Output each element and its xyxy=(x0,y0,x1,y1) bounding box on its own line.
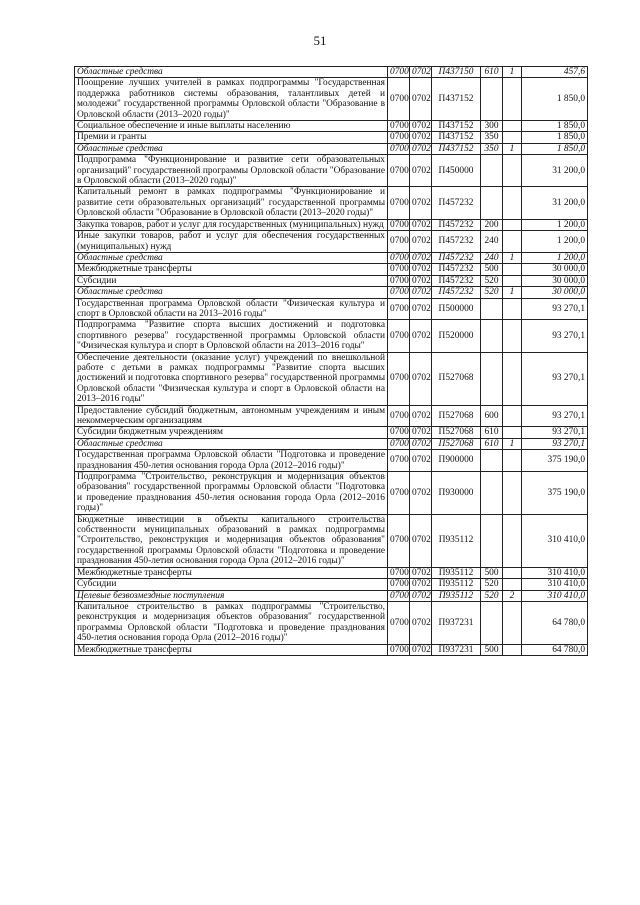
section-code: 0700 xyxy=(388,219,410,230)
target-article-code: П457232 xyxy=(432,231,481,253)
source-code: 1 xyxy=(503,287,522,298)
section-code: 0700 xyxy=(388,298,410,320)
expense-type-code xyxy=(481,187,503,219)
source-code: 1 xyxy=(503,67,522,78)
subsection-code: 0702 xyxy=(410,132,432,143)
expense-type-code xyxy=(481,601,503,644)
section-code: 0700 xyxy=(388,231,410,253)
amount: 64 780,0 xyxy=(522,644,588,655)
row-name: Капитальный ремонт в рамках подпрограммы "Функционирование и развитие сети образовательных организаций" государственной программы Орловской области "Образование в Орловской области (2013–2020 годы)" xyxy=(75,187,388,219)
amount: 31 200,0 xyxy=(522,155,588,187)
subsection-code: 0702 xyxy=(410,514,432,567)
source-code xyxy=(503,320,522,352)
row-name: Областные средства xyxy=(75,287,388,298)
target-article-code: П437152 xyxy=(432,132,481,143)
target-article-code: П450000 xyxy=(432,155,481,187)
target-article-code: П935112 xyxy=(432,567,481,578)
budget-table-body xyxy=(75,67,588,656)
subsection-code: 0702 xyxy=(410,252,432,263)
table-row xyxy=(75,67,588,78)
amount: 93 270,1 xyxy=(522,298,588,320)
section-code: 0700 xyxy=(388,450,410,472)
row-name: Закупка товаров, работ и услуг для государственных (муниципальных) нужд xyxy=(75,219,388,230)
target-article-code: П457232 xyxy=(432,252,481,263)
expense-type-code: 500 xyxy=(481,567,503,578)
amount: 310 410,0 xyxy=(522,579,588,590)
section-code: 0700 xyxy=(388,67,410,78)
target-article-code: П437152 xyxy=(432,121,481,132)
target-article-code: П437152 xyxy=(432,143,481,154)
section-code: 0700 xyxy=(388,132,410,143)
subsection-code: 0702 xyxy=(410,219,432,230)
row-name: Областные средства xyxy=(75,143,388,154)
amount: 93 270,1 xyxy=(522,320,588,352)
row-name: Субсидии бюджетным учреждениям xyxy=(75,427,388,438)
expense-type-code xyxy=(481,450,503,472)
amount: 93 270,1 xyxy=(522,427,588,438)
table-row xyxy=(75,450,588,472)
target-article-code: П437152 xyxy=(432,78,481,121)
target-article-code: П500000 xyxy=(432,298,481,320)
expense-type-code: 350 xyxy=(481,132,503,143)
amount: 93 270,1 xyxy=(522,352,588,405)
section-code: 0700 xyxy=(388,438,410,449)
source-code xyxy=(503,264,522,275)
row-name: Поощрение лучших учителей в рамках подпрограммы "Государственная поддержка работников системы образования, талантливых детей и молодежи" государственной программы Орловской области "Образование в Орловской области (2013–2020 годы)" xyxy=(75,78,388,121)
section-code: 0700 xyxy=(388,320,410,352)
table-row xyxy=(75,352,588,405)
section-code: 0700 xyxy=(388,78,410,121)
target-article-code: П457232 xyxy=(432,187,481,219)
section-code: 0700 xyxy=(388,252,410,263)
amount: 310 410,0 xyxy=(522,514,588,567)
section-code: 0700 xyxy=(388,601,410,644)
section-code: 0700 xyxy=(388,121,410,132)
amount: 1 200,0 xyxy=(522,219,588,230)
source-code xyxy=(503,579,522,590)
subsection-code: 0702 xyxy=(410,264,432,275)
amount: 93 270,1 xyxy=(522,405,588,427)
amount: 1 850,0 xyxy=(522,78,588,121)
amount: 1 850,0 xyxy=(522,121,588,132)
amount: 93 270,1 xyxy=(522,438,588,449)
subsection-code: 0702 xyxy=(410,231,432,253)
table-row xyxy=(75,187,588,219)
source-code xyxy=(503,298,522,320)
source-code xyxy=(503,121,522,132)
amount: 1 200,0 xyxy=(522,231,588,253)
subsection-code: 0702 xyxy=(410,644,432,655)
target-article-code: П457232 xyxy=(432,287,481,298)
source-code xyxy=(503,155,522,187)
section-code: 0700 xyxy=(388,287,410,298)
subsection-code: 0702 xyxy=(410,405,432,427)
table-row xyxy=(75,155,588,187)
target-article-code: П457232 xyxy=(432,275,481,286)
expense-type-code xyxy=(481,352,503,405)
row-name: Иные закупки товаров, работ и услуг для обеспечения государственных (муниципальных) нужд xyxy=(75,231,388,253)
subsection-code: 0702 xyxy=(410,320,432,352)
subsection-code: 0702 xyxy=(410,143,432,154)
source-code xyxy=(503,644,522,655)
section-code: 0700 xyxy=(388,405,410,427)
row-name: Подпрограмма "Строительство, реконструкция и модернизация объектов образования" государственной программы Орловской области "Подготовка и проведение празднования 450-летия основания города Орла (2012–2016 годы)" xyxy=(75,472,388,515)
row-name: Целевые безвозмездные поступления xyxy=(75,590,388,601)
subsection-code: 0702 xyxy=(410,579,432,590)
row-name: Государственная программа Орловской области "Физическая культура и спорт в Орловской области на 2013–2016 годы" xyxy=(75,298,388,320)
expense-type-code: 500 xyxy=(481,264,503,275)
table-row xyxy=(75,287,588,298)
amount: 457,6 xyxy=(522,67,588,78)
subsection-code: 0702 xyxy=(410,450,432,472)
table-row xyxy=(75,601,588,644)
subsection-code: 0702 xyxy=(410,121,432,132)
amount: 1 200,0 xyxy=(522,252,588,263)
row-name: Обеспечение деятельности (оказание услуг) учреждений по внешкольной работе с детьми в рамках подпрограммы "Развитие спорта высших достижений и подготовка спортивного резерва" государственной программы Орловской области "Физическая культура и спорт в Орловской области на 2013–2016 годы" xyxy=(75,352,388,405)
target-article-code: П930000 xyxy=(432,472,481,515)
table-row xyxy=(75,132,588,143)
expense-type-code xyxy=(481,514,503,567)
target-article-code: П900000 xyxy=(432,450,481,472)
target-article-code: П527068 xyxy=(432,438,481,449)
table-row xyxy=(75,78,588,121)
expense-type-code xyxy=(481,298,503,320)
expense-type-code: 300 xyxy=(481,121,503,132)
amount: 375 190,0 xyxy=(522,450,588,472)
subsection-code: 0702 xyxy=(410,472,432,515)
source-code xyxy=(503,427,522,438)
amount: 30 000,0 xyxy=(522,275,588,286)
amount: 64 780,0 xyxy=(522,601,588,644)
row-name: Премии и гранты xyxy=(75,132,388,143)
table-row xyxy=(75,143,588,154)
section-code: 0700 xyxy=(388,264,410,275)
source-code xyxy=(503,132,522,143)
target-article-code: П935112 xyxy=(432,579,481,590)
subsection-code: 0702 xyxy=(410,78,432,121)
row-name: Подпрограмма "Развитие спорта высших достижений и подготовка спортивного резерва" государственной программы Орловской области "Физическая культура и спорт в Орловской области на 2013–2016 годы" xyxy=(75,320,388,352)
row-name: Предоставление субсидий бюджетным, автономным учреждениям и иным некоммерческим организациям xyxy=(75,405,388,427)
table-row xyxy=(75,427,588,438)
row-name: Подпрограмма "Функционирование и развитие сети образовательных организаций" государственной программы Орловской области "Образование в Орловской области (2013–2020 годы)" xyxy=(75,155,388,187)
target-article-code: П937231 xyxy=(432,601,481,644)
expense-type-code xyxy=(481,472,503,515)
target-article-code: П437150 xyxy=(432,67,481,78)
target-article-code: П520000 xyxy=(432,320,481,352)
amount: 30 000,0 xyxy=(522,287,588,298)
section-code: 0700 xyxy=(388,579,410,590)
section-code: 0700 xyxy=(388,275,410,286)
section-code: 0700 xyxy=(388,155,410,187)
target-article-code: П527068 xyxy=(432,427,481,438)
table-row xyxy=(75,121,588,132)
source-code: 1 xyxy=(503,143,522,154)
row-name: Субсидии xyxy=(75,579,388,590)
subsection-code: 0702 xyxy=(410,601,432,644)
row-name: Областные средства xyxy=(75,438,388,449)
subsection-code: 0702 xyxy=(410,427,432,438)
source-code xyxy=(503,187,522,219)
subsection-code: 0702 xyxy=(410,155,432,187)
expense-type-code: 520 xyxy=(481,590,503,601)
source-code xyxy=(503,219,522,230)
section-code: 0700 xyxy=(388,644,410,655)
expense-type-code: 200 xyxy=(481,219,503,230)
source-code xyxy=(503,567,522,578)
table-row xyxy=(75,514,588,567)
subsection-code: 0702 xyxy=(410,298,432,320)
subsection-code: 0702 xyxy=(410,187,432,219)
table-row xyxy=(75,320,588,352)
expense-type-code xyxy=(481,78,503,121)
section-code: 0700 xyxy=(388,352,410,405)
expense-type-code xyxy=(481,320,503,352)
table-row xyxy=(75,567,588,578)
source-code: 1 xyxy=(503,438,522,449)
table-row xyxy=(75,264,588,275)
page-number: 51 xyxy=(313,33,327,48)
table-row xyxy=(75,590,588,601)
budget-table xyxy=(74,66,588,656)
subsection-code: 0702 xyxy=(410,567,432,578)
source-code xyxy=(503,78,522,121)
amount: 375 190,0 xyxy=(522,472,588,515)
source-code: 2 xyxy=(503,590,522,601)
section-code: 0700 xyxy=(388,590,410,601)
row-name: Межбюджетные трансферты xyxy=(75,264,388,275)
source-code xyxy=(503,231,522,253)
amount: 310 410,0 xyxy=(522,567,588,578)
source-code xyxy=(503,405,522,427)
table-row xyxy=(75,252,588,263)
table-row xyxy=(75,219,588,230)
row-name: Социальное обеспечение и иные выплаты населению xyxy=(75,121,388,132)
row-name: Капитальное строительство в рамках подпрограммы "Строительство, реконструкция и модернизация объектов образования" государственной программы Орловской области "Подготовка и проведение празднования 450-летия основания города Орла (2012–2016 годы)" xyxy=(75,601,388,644)
row-name: Межбюджетные трансферты xyxy=(75,567,388,578)
target-article-code: П937231 xyxy=(432,644,481,655)
amount: 31 200,0 xyxy=(522,187,588,219)
expense-type-code: 610 xyxy=(481,427,503,438)
row-name: Областные средства xyxy=(75,67,388,78)
section-code: 0700 xyxy=(388,514,410,567)
expense-type-code: 610 xyxy=(481,67,503,78)
subsection-code: 0702 xyxy=(410,287,432,298)
table-row xyxy=(75,644,588,655)
target-article-code: П935112 xyxy=(432,514,481,567)
row-name: Бюджетные инвестиции в объекты капитального строительства собственности муниципальных образований в рамках подпрограммы "Строительство, реконструкция и модернизация объектов образования" государственной программы Орловской области "Подготовка и проведение празднования 450-летия основания города Орла (2012–2016 годы)" xyxy=(75,514,388,567)
row-name: Государственная программа Орловской области "Подготовка и проведение празднования 450-летия основания города Орла (2012–2016 годы)" xyxy=(75,450,388,472)
section-code: 0700 xyxy=(388,143,410,154)
expense-type-code: 610 xyxy=(481,438,503,449)
subsection-code: 0702 xyxy=(410,275,432,286)
row-name: Субсидии xyxy=(75,275,388,286)
target-article-code: П457232 xyxy=(432,219,481,230)
expense-type-code: 520 xyxy=(481,287,503,298)
expense-type-code: 350 xyxy=(481,143,503,154)
expense-type-code: 240 xyxy=(481,231,503,253)
source-code xyxy=(503,472,522,515)
source-code xyxy=(503,352,522,405)
subsection-code: 0702 xyxy=(410,352,432,405)
target-article-code: П527068 xyxy=(432,352,481,405)
expense-type-code: 520 xyxy=(481,275,503,286)
source-code xyxy=(503,275,522,286)
section-code: 0700 xyxy=(388,567,410,578)
table-row xyxy=(75,472,588,515)
amount: 30 000,0 xyxy=(522,264,588,275)
row-name: Областные средства xyxy=(75,252,388,263)
expense-type-code: 520 xyxy=(481,579,503,590)
source-code xyxy=(503,514,522,567)
target-article-code: П935112 xyxy=(432,590,481,601)
source-code xyxy=(503,601,522,644)
subsection-code: 0702 xyxy=(410,438,432,449)
table-row xyxy=(75,298,588,320)
amount: 1 850,0 xyxy=(522,143,588,154)
table-row xyxy=(75,579,588,590)
row-name: Межбюджетные трансферты xyxy=(75,644,388,655)
source-code xyxy=(503,450,522,472)
section-code: 0700 xyxy=(388,427,410,438)
expense-type-code xyxy=(481,155,503,187)
section-code: 0700 xyxy=(388,472,410,515)
table-row xyxy=(75,231,588,253)
amount: 310 410,0 xyxy=(522,590,588,601)
source-code: 1 xyxy=(503,252,522,263)
table-row xyxy=(75,275,588,286)
expense-type-code: 240 xyxy=(481,252,503,263)
target-article-code: П527068 xyxy=(432,405,481,427)
table-row xyxy=(75,405,588,427)
subsection-code: 0702 xyxy=(410,67,432,78)
table-row xyxy=(75,438,588,449)
expense-type-code: 500 xyxy=(481,644,503,655)
expense-type-code: 600 xyxy=(481,405,503,427)
section-code: 0700 xyxy=(388,187,410,219)
target-article-code: П457232 xyxy=(432,264,481,275)
subsection-code: 0702 xyxy=(410,590,432,601)
amount: 1 850,0 xyxy=(522,132,588,143)
